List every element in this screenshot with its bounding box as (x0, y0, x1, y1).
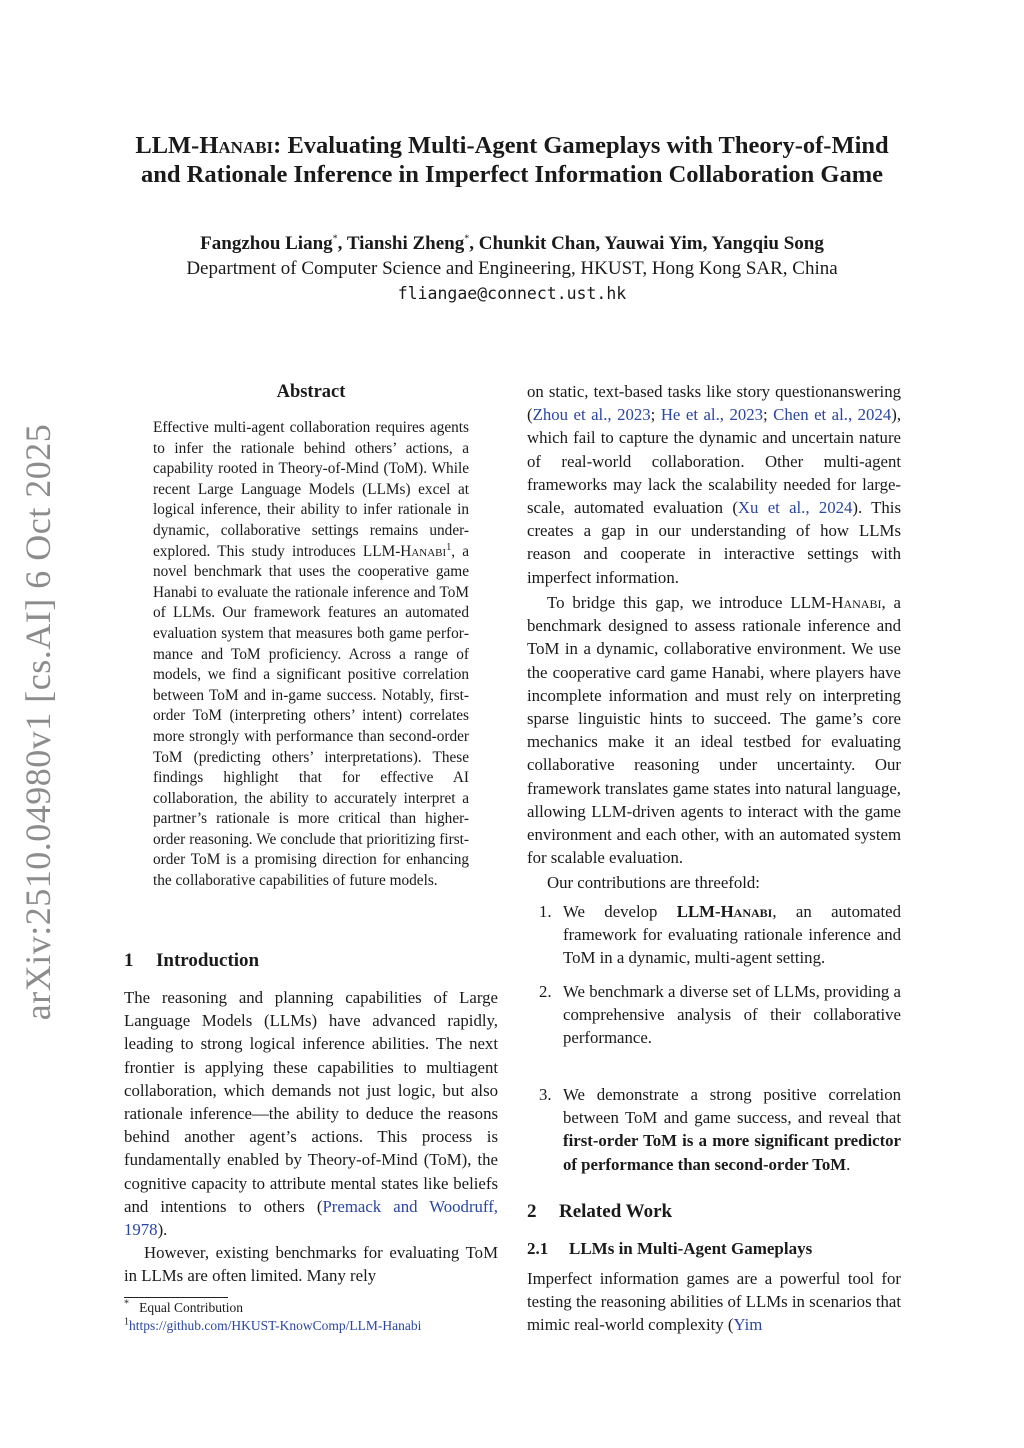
contact-email[interactable]: fliangae@connect.ust.hk (397, 284, 627, 303)
contributions-intro: Our contributions are threefold: (547, 873, 760, 892)
right-paragraph-1: on static, text-based tasks like story questionanswering (Zhou et al., 2023; He et al., 2023; Chen et al., 2024), which fail to capture the dynamic and uncertain nature of real-world collaboration. Other multi-agent frameworks may lack the scalability needed for large-scale, automated evaluation (Xu et al., 2024). This creates a gap in our understanding of how LLMs reason and cooperate in interactive settings with imperfect information. (527, 382, 902, 587)
subsection-heading (527, 1238, 812, 1260)
citation-link[interactable]: Chen et al., 2024 (773, 405, 892, 425)
related-work-paragraph: Imperfect information games are a powerful tool for testing the reasoning abilities of LLMs in scenarios that mimic real-world complexity (Yim (527, 1269, 901, 1335)
contribution-item: 3. We demonstrate a strong positive correlation between ToM and game success, and reveal that first-order ToM is a more significant predictor of performance than second-order ToM. (539, 1085, 901, 1174)
repo-url-link[interactable]: https://github.com/HKUST-KnowComp/LLM-Hanabi (129, 1318, 422, 1333)
subsection-number: 2.1 (527, 1239, 549, 1258)
list-number: 2. (539, 982, 552, 1001)
subsection-title: LLMs in Multi-Agent Gameplays (569, 1239, 813, 1258)
title-smallcaps: Hanabi (199, 132, 274, 159)
equal-contribution-mark: * (332, 233, 338, 245)
section-heading-introduction (124, 949, 259, 973)
section-title: Introduction (156, 950, 260, 971)
intro-paragraph-1: The reasoning and planning capabilities of Large Language Models (LLMs) have advanced rapidly, leading to strong logical inference abilities. The next frontier is applying these capabilities to multiagent collaboration, which demands not just logic, but also rationale inference—the ability to deduce the reasons behind another agent’s actions. This process is fundamentally enabled by Theory-of-Mind (ToM), the cognitive capacity to attribute mental states like beliefs and intentions to others (Premack and Woodruff, 1978). (124, 988, 498, 1240)
intro-paragraph-2: However, existing benchmarks for evaluating ToM in LLMs are often limited. Many rely (124, 1243, 498, 1286)
contribution-item: 1. We develop LLM-Hanabi, an automated framework for evaluating rationale inference and ToM in a dynamic, multi-agent setting. (539, 902, 901, 968)
author-list: Fangzhou Liang*, Tianshi Zheng*, Chunkit Chan, Yauwai Yim, Yangqiu Song (200, 233, 824, 254)
citation-link[interactable]: Xu et al., 2024 (737, 498, 853, 518)
list-number: 3. (539, 1085, 552, 1104)
abstract-heading: Abstract (276, 382, 346, 402)
section-number: 1 (124, 950, 134, 971)
citation-link[interactable]: Premack and Woodruff, 1978 (124, 1196, 498, 1240)
author-1: Fangzhou Liang (200, 233, 333, 254)
contribution-item: 2. We benchmark a diverse set of LLMs, providing a comprehensive analysis of their collaborative performance. (539, 982, 901, 1048)
section-heading-related-work (527, 1200, 672, 1224)
footnote-ref[interactable]: 1 (446, 541, 452, 553)
title-prefix: LLM- (135, 132, 200, 159)
author-2: Tianshi Zheng (346, 233, 465, 254)
title-line2: and Rationale Inference in Imperfect Information Collaboration Game (141, 161, 883, 188)
citation-link[interactable]: Yim (733, 1315, 763, 1335)
title-line1-rest: : Evaluating Multi-Agent Gameplays with Theory-of-Mind (273, 132, 889, 159)
affiliation: Department of Computer Science and Engineering, HKUST, Hong Kong SAR, China (186, 258, 838, 279)
citation-link[interactable]: He et al., 2023 (660, 405, 764, 425)
other-authors: Chunkit Chan, Yauwai Yim, Yangqiu Song (478, 233, 824, 254)
section-number: 2 (527, 1201, 537, 1222)
right-paragraph-2: To bridge this gap, we introduce LLM-Hanabi, a benchmark designed to assess rationale inference and ToM in a dynamic, collaborative environment. We use the cooperative card game Hanabi, where players have incomplete information and must rely on interpreting sparse linguistic hints to succeed. The game’s core mechanics make it an ideal testbed for evaluating collaborative reasoning under uncertainty. Our framework translates game states into natural language, allowing LLM-driven agents to interact with the game environment and each other, with an automated system for scalable evaluation. (527, 593, 901, 868)
section-title: Related Work (559, 1201, 673, 1222)
footnote-equal-contribution: * Equal Contribution (124, 1298, 243, 1315)
paper-title (90, 131, 934, 189)
list-number: 1. (539, 902, 552, 921)
equal-contribution-mark: * (464, 233, 470, 245)
citation-link[interactable]: Zhou et al., 2023 (532, 405, 651, 425)
footnote-divider (124, 1297, 228, 1298)
abstract-body: Effective multi-agent collaboration requires agents to infer the rationale behind others’ actions, a capability rooted in Theory-of-Mind (ToM). While recent Large Language Models (LLMs) excel at logical inference, their ability to infer rationale in dynamic, collaborative settings remains under-explored. This study introduces LLM-Hanabi$^1$, a novel benchmark that uses the cooperative game Hanabi to evaluate the rationale inference and ToM of LLMs. Our framework features an automated evaluation system that measures both game performance and ToM proficiency. Across a range of models, we find a significant positive correlation between ToM and in-game success. Notably, first-order ToM (interpreting others’ intent) correlates more strongly with performance than second-order ToM (predicting others’ interpretations). These findings highlight that for effective AI collaboration, the ability to accurately interpret a partner’s rationale is more critical than higher-order reasoning. We conclude that prioritizing first-order ToM is a promising direction for enhancing the collaborative capabilities of future models. (153, 419, 469, 890)
arxiv-identifier-stamp: arXiv:2510.04980v1 [cs.AI] 6 Oct 2025 (18, 423, 58, 1021)
footnote-repo-link: $^1$https://github.com/HKUST-KnowComp/LLM-Hanabi (124, 1316, 422, 1333)
